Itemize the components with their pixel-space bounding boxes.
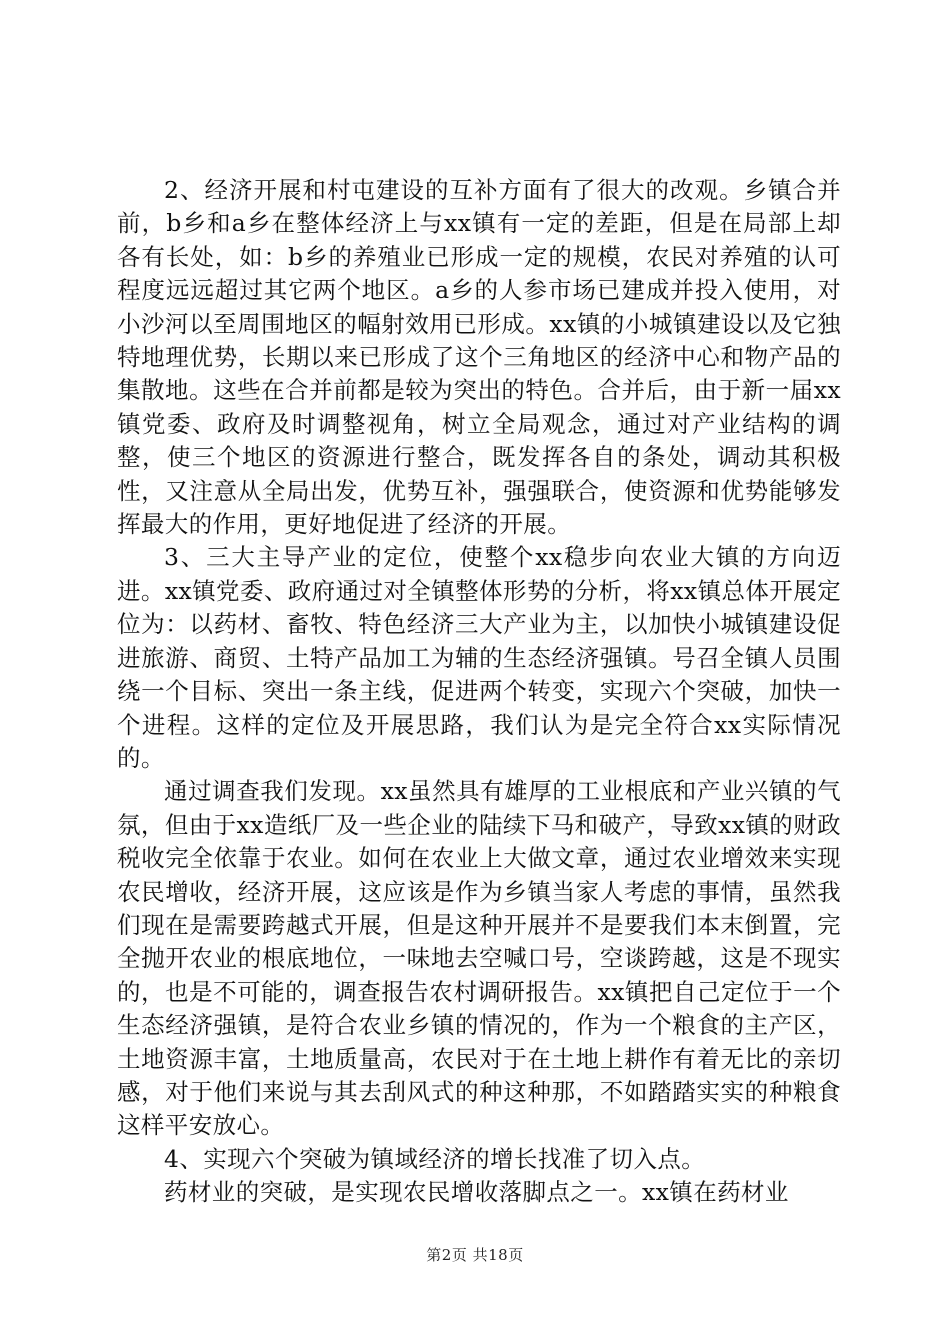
paragraph-three-industries: 3、三大主导产业的定位，使整个xx稳步向农业大镇的方向迈进。xx镇党委、政府通过对全镇整体形势的分析，将xx镇总体开展定位为：以药材、畜牧、特色经济三大产业为主，以加快小城镇建设促进旅游、商贸、土特产品加工为辅的生态经济强镇。号召全镇人员围绕一个目标、突出一条主线，促进两个转变，实现六个突破，加快一个进程。这样的定位及开展思路，我们认为是完全符合xx实际情况的。 bbox=[117, 543, 841, 772]
paragraph-survey-findings: 通过调查我们发现。xx虽然具有雄厚的工业根底和产业兴镇的气氛，但由于xx造纸厂及一些企业的陆续下马和破产，导致xx镇的财政税收完全依靠于农业。如何在农业上大做文章，通过农业增效来实现农民增收，经济开展，这应该是作为乡镇当家人考虑的事情，虽然我们现在是需要跨越式开展，但是这种开展并不是要我们本末倒置，完全抛开农业的根底地位，一味地去空喊口号，空谈跨越，这是不现实的，也是不可能的，调查报告农村调研报告。xx镇把自己定位于一个生态经济强镇，是符合农业乡镇的情况的，作为一个粮食的主产区，土地资源丰富，土地质量高，农民对于在土地上耕作有着无比的亲切感，对于他们来说与其去刮风式的种这种那，不如踏踏实实的种粮食这样平安放心。 bbox=[117, 777, 841, 1140]
page-number-footer: 第2页 共18页 bbox=[426, 1246, 524, 1264]
paragraph-economy-village: 2、经济开展和村屯建设的互补方面有了很大的改观。乡镇合并前，b乡和a乡在整体经济上与xx镇有一定的差距，但是在局部上却各有长处，如：b乡的养殖业已形成一定的规模，农民对养殖的认可程度远远超过其它两个地区。a乡的人参市场已建成并投入使用，对小沙河以至周围地区的幅射效用已形成。xx镇的小城镇建设以及它独特地理优势，长期以来已形成了这个三角地区的经济中心和物产品的集散地。这些在合并前都是较为突出的特色。合并后，由于新一届xx镇党委、政府及时调整视角，树立全局观念，通过对产业结构的调整，使三个地区的资源进行整合，既发挥各自的条处，调动其积极性，又注意从全局出发，优势互补，强强联合，使资源和优势能够发挥最大的作用，更好地促进了经济的开展。 bbox=[117, 176, 841, 539]
document-body bbox=[117, 174, 841, 1210]
paragraph-six-breakthroughs: 4、实现六个突破为镇域经济的增长找准了切入点。 bbox=[164, 1144, 706, 1173]
paragraph-medicinal-materials: 药材业的突破，是实现农民增收落脚点之一。xx镇在药材业 bbox=[164, 1178, 789, 1207]
